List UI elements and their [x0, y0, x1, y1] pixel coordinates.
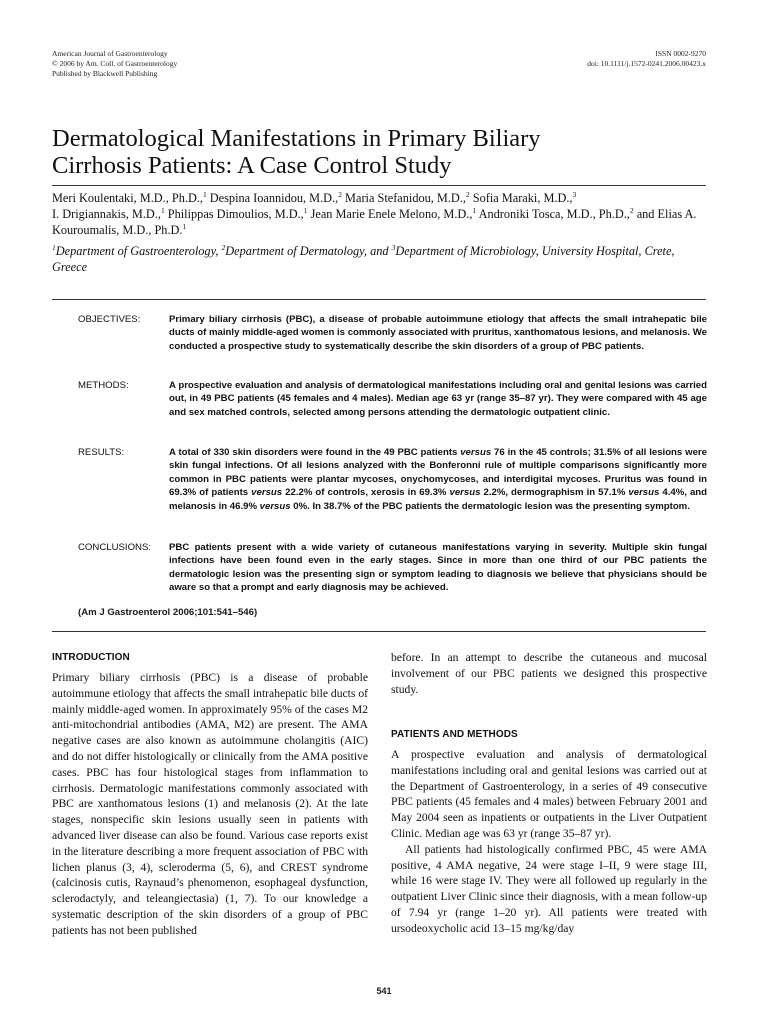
author-affiliation-mark: 3: [572, 189, 577, 199]
patients-methods-paragraph-2: All patients had histologically confirmed PBC, 45 were AMA positive, 4 AMA negative, 24 were stage I–II, 9 were stage III, while 16 were stage IV. They were all followed up regularly in the outpatient Liver Clinic since their diagnosis, with a mean follow-up of 7.94 yr (range 1–20 yr). All patients were treated with ursodeoxycholic acid 13–15 mg/kg/day: [391, 842, 707, 935]
journal-citation: (Am J Gastroenterol 2006;101:541–546): [78, 607, 258, 618]
author-name: Meri Koulentaki, M.D., Ph.D.,: [52, 191, 203, 205]
author-name: Maria Stefanidou, M.D.,: [345, 191, 466, 205]
affiliation-gastroenterology: Department of Gastroenterology,: [55, 244, 222, 258]
affiliation-dermatology: Department of Dermatology, and: [225, 244, 392, 258]
author-affiliation-mark: 1: [303, 205, 308, 215]
methods-label: METHODS:: [78, 380, 129, 391]
author-list: [52, 190, 712, 238]
abstract-conclusions: [78, 541, 710, 597]
author-name: Jean Marie Enele Melono, M.D.,: [310, 207, 473, 221]
author-name: Sofia Maraki, M.D.,: [472, 191, 573, 205]
copyright-line: © 2006 by Am. Coll. of Gastroenterology: [52, 59, 178, 68]
results-part: 4.4%, and melanosis in 46.9%: [169, 487, 708, 512]
doi-line: doi: 10.1111/j.1572-0241.2006.00423.x: [587, 59, 706, 68]
versus-italic: versus: [251, 487, 283, 499]
results-text: [169, 446, 707, 513]
abstract-objectives: [78, 313, 710, 369]
introduction-paragraph: Primary biliary cirrhosis (PBC) is a disease of probable autoimmune etiology that affects the small intrahepatic bile ducts of mainly middle-aged women. In approximately 95% of the cases M2 anti-mitochondrial antibodies (AMA, M2) are present. The AMA negative cases are also known as autoimmune cholangitis (AIC) and do not differ histologically or clinically from the AMA positive cases. PBC has four histological stages from inflammation to cirrhosis. Dermatologic manifestations commonly associated with PBC are xanthomatous lesions (1) and melanosis (2). At the late stages, nonspecific skin lesions usually seen in patients with advanced liver disease can also be found. Various case reports exist in the literature describing a more frequent association of PBC with lichen planus (3, 4), scleroderma (5, 6), and CREST syndrome (calcinosis cutis, Raynaud’s phenomenon, esophageal dysfunction, sclerodactyly, and teleangiectasia) (1, 7). To our knowledge a systematic description of the skin disorders of a group of PBC patients has not been published: [52, 671, 368, 937]
author-affiliation-mark: 1: [202, 189, 207, 199]
versus-italic: versus: [449, 487, 481, 499]
abstract-top-rule: [52, 299, 706, 300]
conclusions-label: CONCLUSIONS:: [78, 542, 152, 553]
title-line-2: Cirrhosis Patients: A Case Control Study: [52, 152, 452, 179]
results-part: 22.2% of controls, xerosis in 69.3%: [282, 487, 450, 499]
results-part: 2.2%, dermographism in 57.1%: [480, 487, 629, 499]
abstract-bottom-rule: [52, 631, 706, 632]
objectives-label: OBJECTIVES:: [78, 314, 141, 325]
objectives-text: Primary biliary cirrhosis (PBC), a disease of probable autoimmune etiology that affects the small intrahepatic bile ducts of mainly middle-aged women is commonly associated with pruritus, xanthomatous lesions, and melanosis. We conducted a prospective study to systematically describe the skin disorders of a group of PBC patients.: [169, 314, 707, 352]
results-part: 76 in the 45 controls; 31.5% of all lesions were skin fungal infections. Of all lesions analyzed with the Bonferonni rule of multiple comparisons significantly more common in PBC patients were plantar mycoses, onychomycoses, and interdigital mycoses. Pruritus was found in 69.3% of patients: [169, 447, 707, 499]
journal-header-left: [52, 49, 177, 79]
introduction-continuation-paragraph: before. In an attempt to describe the cutaneous and mucosal involvement of our PBC patients we designed this prospective study.: [391, 651, 707, 696]
journal-header-right: [587, 49, 706, 69]
results-part: A total of 330 skin disorders were found in the 49 PBC patients: [169, 447, 461, 458]
affiliation-mark: 1: [52, 242, 56, 252]
patients-methods-paragraph-1: A prospective evaluation and analysis of dermatological manifestations including oral and genital lesions was carried out at the Department of Gastroenterology, in a series of 49 consecutive PBC patients (45 females and 4 males) between February 2001 and May 2004 seen as inpatients or outpatients in the Liver Outpatient Clinic. Median age was 63 yr (range 35–87 yr).: [391, 748, 707, 840]
publisher-line: Published by Blackwell Publishing: [52, 69, 158, 78]
affiliation-mark: 2: [221, 242, 226, 252]
abstract-results: [78, 446, 710, 530]
author-name: Despina Ioannidou, M.D.,: [209, 191, 339, 205]
versus-italic: versus: [460, 447, 492, 458]
results-part: 0%. In 38.7% of the PBC patients the dermatologic lesion was the presenting symptom.: [290, 500, 690, 512]
author-affiliation-mark: 2: [629, 205, 634, 215]
affiliation-microbiology: Department of Microbiology, University Hospital, Crete, Greece: [52, 244, 675, 274]
conclusions-text: PBC patients present with a wide variety of cutaneous manifestations varying in severity. Multiple skin fungal infections have been found even in the early stages. Since in more than one third of our PBC patients the dermatologic lesion was the presenting sign or symptom leading to diagnosis we believe that physicians should be aware so that a prompt and early diagnosis may be achieved.: [169, 542, 707, 594]
results-label: RESULTS:: [78, 447, 125, 458]
versus-italic: versus: [628, 487, 660, 499]
author-name: Philippas Dimoulios, M.D.,: [167, 207, 304, 221]
patients-methods-body: [391, 747, 707, 937]
affiliation-mark: 3: [391, 242, 396, 252]
author-affiliation-mark: 1: [160, 205, 165, 215]
author-affiliation-mark: 2: [465, 189, 470, 199]
versus-italic: versus: [259, 500, 291, 512]
introduction-body: [52, 670, 368, 939]
title-line-1: Dermatological Manifestations in Primary Biliary: [52, 125, 541, 152]
methods-text: A prospective evaluation and analysis of dermatological manifestations including oral and genital lesions was carried out, in 49 PBC patients (45 females and 4 males). Median age 63 yr (range 35–87 yr). They were compared with 45 age and sex matched controls, selected among persons attending the dermatologic outpatient clinic.: [169, 380, 707, 418]
paper-title: [52, 125, 712, 179]
issn-line: ISSN 0002-9270: [655, 49, 706, 58]
author-affiliation-mark: 1: [182, 221, 187, 231]
abstract-methods: [78, 379, 710, 435]
journal-name: American Journal of Gastroenterology: [52, 49, 168, 58]
patients-methods-heading: PATIENTS AND METHODS: [391, 729, 518, 740]
author-name: Androniki Tosca, M.D., Ph.D.,: [478, 207, 630, 221]
affiliations: [52, 243, 712, 275]
introduction-continuation: [391, 650, 707, 697]
author-affiliation-mark: 2: [338, 189, 342, 199]
author-name: I. Drigiannakis, M.D.,: [52, 207, 161, 221]
author-name: and Elias A. Kouroumalis, M.D., Ph.D.: [52, 207, 697, 237]
introduction-heading: INTRODUCTION: [52, 652, 130, 663]
author-affiliation-mark: 1: [472, 205, 477, 215]
title-rule: [52, 185, 706, 186]
page-number: 541: [376, 986, 392, 996]
